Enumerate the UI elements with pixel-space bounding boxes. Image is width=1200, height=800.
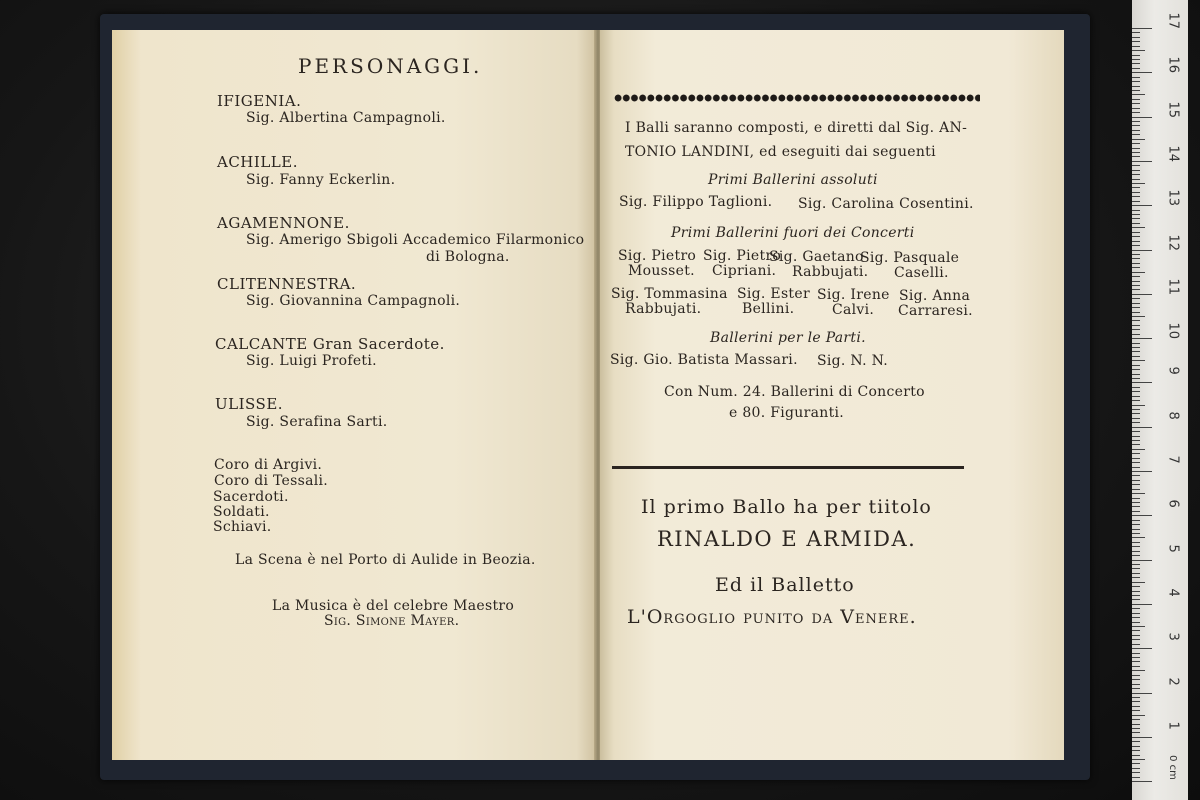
ruler-tick	[1132, 684, 1140, 685]
ruler-tick	[1132, 529, 1140, 530]
ballet-intro: I Balli saranno composti, e diretti dal Sig. AN-	[625, 120, 968, 136]
singer-name: Sig. Giovannina Campagnoli.	[246, 293, 461, 309]
ruler-tick	[1132, 719, 1140, 720]
ruler-tick	[1132, 112, 1140, 113]
ruler-tick	[1132, 515, 1152, 516]
ruler-tick	[1132, 431, 1140, 432]
ruler-tick	[1132, 763, 1140, 764]
singer-name: Sig. Albertina Campagnoli.	[246, 110, 446, 126]
ruler-tick	[1132, 759, 1145, 760]
ruler-tick	[1132, 37, 1140, 38]
ruler-tick	[1132, 227, 1145, 228]
dancer-first: Sig. Pietro	[703, 248, 782, 264]
ruler-tick	[1132, 369, 1140, 370]
ruler-tick	[1132, 622, 1140, 623]
ruler-tick	[1132, 781, 1152, 782]
ruler-tick	[1132, 267, 1140, 268]
ruler-tick	[1132, 573, 1140, 574]
ruler-tick	[1132, 502, 1140, 503]
ruler-tick	[1132, 148, 1140, 149]
ruler-tick	[1132, 303, 1140, 304]
ruler-number: 16	[1165, 56, 1181, 74]
role-name: AGAMENNONE.	[217, 214, 350, 232]
ballet-intro-cont: TONIO LANDINI, ed eseguiti dai seguenti	[625, 144, 936, 160]
dancer-last: Carraresi.	[898, 303, 973, 319]
ruler-tick	[1132, 741, 1140, 742]
ruler-tick	[1132, 103, 1140, 104]
ruler-tick	[1132, 639, 1140, 640]
ruler-tick	[1132, 307, 1140, 308]
ruler-tick	[1132, 387, 1140, 388]
ruler-tick	[1132, 586, 1140, 587]
dancer-last: Caselli.	[894, 265, 949, 281]
ruler-tick	[1132, 134, 1140, 135]
ruler-tick	[1132, 218, 1140, 219]
ruler-tick	[1132, 117, 1152, 118]
ruler-number: 13	[1165, 189, 1181, 207]
ruler-tick	[1132, 604, 1152, 605]
ruler-tick	[1132, 520, 1140, 521]
ruler-tick	[1132, 405, 1145, 406]
ruler-tick	[1132, 560, 1152, 561]
ruler-tick	[1132, 32, 1140, 33]
ruler-tick	[1132, 546, 1140, 547]
ruler-tick	[1132, 648, 1152, 649]
section-heading: Primi Ballerini assoluti	[708, 172, 878, 188]
ruler-tick	[1132, 591, 1140, 592]
ruler-tick	[1132, 582, 1145, 583]
ruler-tick	[1132, 316, 1145, 317]
dancer-last: Mousset.	[628, 263, 695, 279]
ruler-tick	[1132, 772, 1140, 773]
role-name: CALCANTE Gran Sacerdote.	[215, 335, 445, 353]
ruler-tick	[1132, 542, 1140, 543]
ruler-number: 7	[1165, 455, 1181, 464]
ruler-tick	[1132, 471, 1152, 472]
ruler-tick	[1132, 670, 1145, 671]
section-heading: Ballerini per le Parti.	[710, 330, 866, 346]
ruler-number: 6	[1165, 499, 1181, 509]
ruler-tick	[1132, 50, 1145, 51]
ruler-tick	[1132, 666, 1140, 667]
ruler-tick	[1132, 236, 1140, 237]
ruler-tick	[1132, 130, 1140, 131]
dancer-last: Rabbujati.	[792, 264, 869, 280]
ruler-tick	[1132, 444, 1140, 445]
ruler-tick	[1132, 139, 1145, 140]
ruler-tick	[1132, 41, 1140, 42]
ruler-tick	[1132, 210, 1140, 211]
chorus-item: Coro di Argivi.	[214, 457, 323, 473]
ruler-tick	[1132, 551, 1140, 552]
ruler-tick	[1132, 174, 1140, 175]
ruler-tick	[1132, 374, 1140, 375]
section-heading: Primi Ballerini fuori dei Concerti	[671, 225, 915, 241]
ruler-tick	[1132, 258, 1140, 259]
ruler-tick	[1132, 564, 1140, 565]
chorus-item: Coro di Tessali.	[214, 473, 329, 489]
ruler-tick	[1132, 413, 1140, 414]
ruler-tick	[1132, 458, 1140, 459]
ruler-tick	[1132, 777, 1140, 778]
ruler-number: 17	[1165, 12, 1181, 30]
ruler-tick	[1132, 422, 1140, 423]
ruler-tick	[1132, 679, 1140, 680]
ruler-tick	[1132, 214, 1140, 215]
ruler-tick	[1132, 68, 1140, 69]
ruler-tick	[1132, 750, 1140, 751]
dancer-last: Cipriani.	[712, 263, 777, 279]
ruler-number: 11	[1165, 278, 1181, 295]
measurement-ruler	[1132, 0, 1188, 800]
ruler-tick	[1132, 728, 1140, 729]
ruler-tick	[1132, 715, 1145, 716]
chorus-item: Sacerdoti.	[213, 489, 289, 505]
ruler-tick	[1132, 152, 1140, 153]
singer-name: Sig. Serafina Sarti.	[246, 414, 388, 430]
ruler-number: 9	[1165, 366, 1181, 376]
ruler-number: 3	[1165, 632, 1181, 641]
ruler-tick	[1132, 675, 1140, 676]
role-name: CLITENNESTRA.	[217, 275, 357, 293]
ruler-tick	[1132, 537, 1145, 538]
ruler-tick	[1132, 94, 1145, 95]
ballo-title: RINALDO E ARMIDA.	[657, 527, 917, 551]
dancer-last: Rabbujati.	[625, 301, 702, 317]
ruler-tick	[1132, 489, 1140, 490]
ruler-tick	[1132, 46, 1140, 47]
ruler-tick	[1132, 272, 1145, 273]
dancer-last: Bellini.	[742, 301, 795, 317]
ruler-tick	[1132, 701, 1140, 702]
ruler-tick	[1132, 161, 1152, 162]
ruler-tick	[1132, 746, 1140, 747]
ruler-tick	[1132, 391, 1140, 392]
ruler-tick	[1132, 329, 1140, 330]
music-credit: La Musica è del celebre Maestro	[272, 598, 515, 614]
divider-rule	[612, 466, 964, 469]
ruler-number: 1	[1165, 721, 1181, 730]
ruler-tick	[1132, 630, 1140, 631]
ruler-tick	[1132, 462, 1140, 463]
ruler-tick	[1132, 498, 1140, 499]
ruler-tick	[1132, 555, 1140, 556]
ruler-number: 2	[1165, 677, 1181, 686]
singer-name: Sig. Luigi Profeti.	[246, 353, 377, 369]
ruler-tick	[1132, 338, 1152, 339]
balletto-title: L'Orgoglio punito da Venere.	[627, 606, 917, 628]
ruler-tick	[1132, 205, 1152, 206]
ruler-tick	[1132, 480, 1140, 481]
ruler-tick	[1132, 63, 1140, 64]
ornamental-border	[614, 92, 980, 104]
ruler-tick	[1132, 706, 1140, 707]
ruler-tick	[1132, 86, 1140, 87]
ruler-number: 8	[1165, 411, 1181, 420]
ruler-tick	[1132, 533, 1140, 534]
chorus-item: Schiavi.	[213, 519, 272, 535]
ruler-number: 15	[1165, 101, 1181, 118]
ruler-tick	[1132, 312, 1140, 313]
ruler-tick	[1132, 427, 1152, 428]
dancer-name: Sig. Carolina Cosentini.	[798, 196, 974, 212]
ruler-tick	[1132, 365, 1140, 366]
ruler-tick	[1132, 125, 1140, 126]
ruler-tick	[1132, 653, 1140, 654]
ruler-tick	[1132, 613, 1140, 614]
ruler-tick	[1132, 436, 1140, 437]
ruler-tick	[1132, 396, 1140, 397]
singer-name-cont: di Bologna.	[426, 249, 510, 265]
ruler-tick	[1132, 187, 1140, 188]
ruler-tick	[1132, 183, 1145, 184]
ruler-tick	[1132, 378, 1140, 379]
ruler-tick	[1132, 201, 1140, 202]
ruler-tick	[1132, 697, 1140, 698]
ruler-tick	[1132, 768, 1140, 769]
ruler-tick	[1132, 577, 1140, 578]
ruler-tick	[1132, 409, 1140, 410]
ruler-tick	[1132, 599, 1140, 600]
ruler-tick	[1132, 657, 1140, 658]
ruler-tick	[1132, 688, 1140, 689]
ruler-tick	[1132, 524, 1140, 525]
ruler-tick	[1132, 245, 1140, 246]
ballo-intro: Il primo Ballo ha per tiitolo	[641, 496, 932, 518]
ruler-tick	[1132, 617, 1140, 618]
ruler-tick	[1132, 232, 1140, 233]
ruler-tick	[1132, 196, 1140, 197]
ruler-tick	[1132, 400, 1140, 401]
ruler-tick	[1132, 241, 1140, 242]
ruler-tick	[1132, 59, 1140, 60]
ruler-tick	[1132, 55, 1140, 56]
dancer-first: Sig. Gaetano	[769, 249, 864, 265]
ruler-tick	[1132, 108, 1140, 109]
dancer-name: Sig. Gio. Batista Massari.	[610, 352, 798, 368]
ruler-tick	[1132, 661, 1140, 662]
dancer-first: Sig. Tommasina	[611, 286, 728, 302]
ruler-tick	[1132, 81, 1140, 82]
ruler-tick	[1132, 156, 1140, 157]
ruler-tick	[1132, 484, 1140, 485]
role-name: IFIGENIA.	[217, 92, 302, 110]
ruler-tick	[1132, 281, 1140, 282]
ruler-tick	[1132, 608, 1140, 609]
role-name: ULISSE.	[215, 395, 284, 413]
ruler-tick	[1132, 28, 1152, 29]
ruler-tick	[1132, 693, 1152, 694]
ruler-tick	[1132, 165, 1140, 166]
ruler-tick	[1132, 710, 1140, 711]
ruler-tick	[1132, 595, 1140, 596]
ruler-tick	[1132, 644, 1140, 645]
dancer-last: Calvi.	[832, 302, 875, 318]
ruler-tick	[1132, 724, 1140, 725]
music-composer: Sig. Simone Mayer.	[324, 613, 460, 629]
ruler-tick	[1132, 506, 1140, 507]
ruler-tick	[1132, 179, 1140, 180]
ruler-tick	[1132, 77, 1140, 78]
ruler-number: 4	[1165, 588, 1181, 597]
ruler-tick	[1132, 289, 1140, 290]
dancer-name: Sig. Filippo Taglioni.	[619, 194, 773, 210]
ruler-tick	[1132, 334, 1140, 335]
ruler-tick	[1132, 250, 1152, 251]
ruler-tick	[1132, 320, 1140, 321]
ruler-tick	[1132, 626, 1145, 627]
ruler-tick	[1132, 568, 1140, 569]
ruler-tick	[1132, 72, 1152, 73]
ruler-tick	[1132, 325, 1140, 326]
ruler-tick	[1132, 351, 1140, 352]
ruler-tick	[1132, 90, 1140, 91]
ruler-tick	[1132, 298, 1140, 299]
ruler-tick	[1132, 732, 1140, 733]
ruler-tick	[1132, 475, 1140, 476]
ruler-tick	[1132, 263, 1140, 264]
ruler-tick	[1132, 143, 1140, 144]
ruler-tick	[1132, 493, 1145, 494]
ruler-tick	[1132, 453, 1140, 454]
page-title: PERSONAGGI.	[298, 54, 483, 78]
ruler-tick	[1132, 382, 1152, 383]
left-page	[112, 30, 596, 760]
ruler-tick	[1132, 170, 1140, 171]
ruler-tick	[1132, 418, 1140, 419]
ruler-tick	[1132, 755, 1140, 756]
corps-note-cont: e 80. Figuranti.	[729, 405, 845, 421]
ruler-tick	[1132, 285, 1140, 286]
ruler-tick	[1132, 360, 1145, 361]
ruler-number: 14	[1165, 145, 1181, 162]
ruler-tick	[1132, 121, 1140, 122]
ruler-number: 5	[1165, 544, 1181, 553]
corps-note: Con Num. 24. Ballerini di Concerto	[664, 384, 925, 400]
ruler-tick	[1132, 467, 1140, 468]
singer-name: Sig. Amerigo Sbigoli Accademico Filarmonico	[246, 232, 585, 248]
ruler-number: 10	[1165, 322, 1181, 340]
dancer-first: Sig. Ester	[737, 286, 810, 302]
ruler-tick	[1132, 511, 1140, 512]
ruler-tick	[1132, 347, 1140, 348]
dancer-first: Sig. Pasquale	[860, 250, 960, 266]
ruler-tick	[1132, 356, 1140, 357]
ruler-tick	[1132, 343, 1140, 344]
balletto-intro: Ed il Balletto	[715, 574, 855, 596]
dancer-first: Sig. Anna	[899, 288, 971, 304]
dancer-first: Sig. Irene	[817, 287, 890, 303]
ruler-tick	[1132, 449, 1145, 450]
role-name: ACHILLE.	[217, 153, 298, 171]
ruler-tick	[1132, 223, 1140, 224]
dancer-name: Sig. N. N.	[817, 353, 888, 369]
singer-name: Sig. Fanny Eckerlin.	[246, 172, 396, 188]
ruler-number: 12	[1165, 234, 1181, 251]
chorus-item: Soldati.	[213, 504, 270, 520]
scene-note: La Scena è nel Porto di Aulide in Beozia.	[235, 552, 536, 568]
ruler-tick	[1132, 276, 1140, 277]
ruler-unit: 0 cm	[1166, 755, 1178, 780]
ruler-tick	[1132, 635, 1140, 636]
dancer-first: Sig. Pietro	[618, 248, 697, 264]
ruler-tick	[1132, 254, 1140, 255]
ruler-tick	[1132, 99, 1140, 100]
ruler-tick	[1132, 192, 1140, 193]
ruler-tick	[1132, 440, 1140, 441]
ruler-tick	[1132, 294, 1152, 295]
ruler-tick	[1132, 737, 1152, 738]
